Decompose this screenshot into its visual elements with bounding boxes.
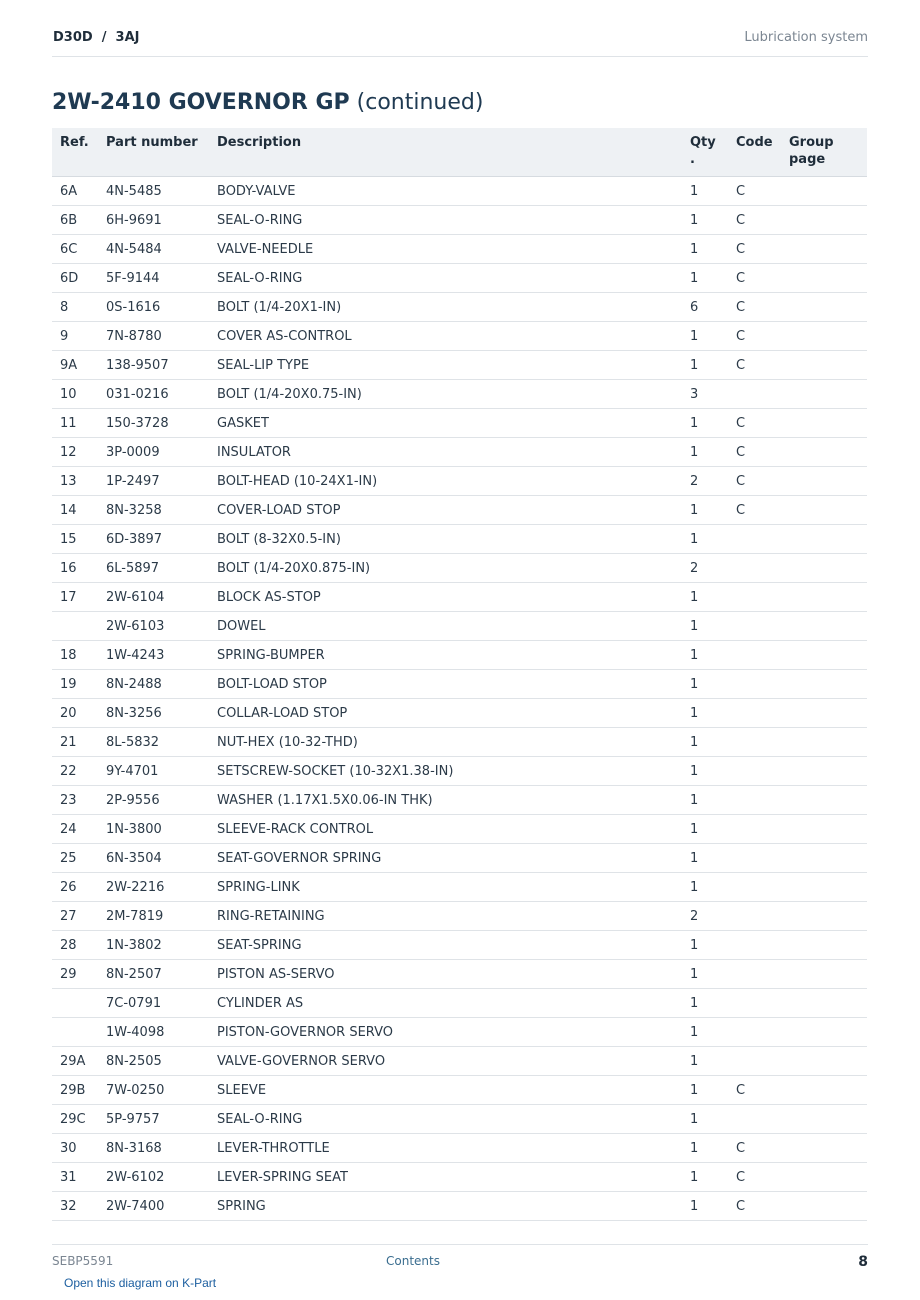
table-row <box>52 728 867 757</box>
cell-group-page <box>781 960 867 989</box>
table-row <box>52 612 867 641</box>
cell-part-number: 6N-3504 <box>98 844 209 873</box>
cell-code <box>728 902 781 931</box>
cell-code: C <box>728 264 781 293</box>
cell-group-page <box>781 641 867 670</box>
cell-group-page <box>781 699 867 728</box>
table-row <box>52 960 867 989</box>
cell-ref: 16 <box>52 554 98 583</box>
table-row <box>52 380 867 409</box>
cell-description: BOLT (8-32X0.5-IN) <box>209 525 682 554</box>
table-row <box>52 1076 867 1105</box>
cell-description: INSULATOR <box>209 438 682 467</box>
cell-group-page <box>781 786 867 815</box>
cell-qty: 1 <box>682 583 728 612</box>
cell-ref: 29A <box>52 1047 98 1076</box>
cell-part-number: 7C-0791 <box>98 989 209 1018</box>
cell-part-number: 8N-3168 <box>98 1134 209 1163</box>
cell-qty: 1 <box>682 1047 728 1076</box>
table-row <box>52 1018 867 1047</box>
cell-part-number: 2W-6103 <box>98 612 209 641</box>
cell-group-page <box>781 1047 867 1076</box>
cell-part-number: 031-0216 <box>98 380 209 409</box>
cell-ref: 8 <box>52 293 98 322</box>
cell-description: PISTON AS-SERVO <box>209 960 682 989</box>
cell-ref: 27 <box>52 902 98 931</box>
cell-code <box>728 757 781 786</box>
column-header-qty: Qty . <box>682 128 728 177</box>
cell-code: C <box>728 1076 781 1105</box>
cell-description: BOLT-LOAD STOP <box>209 670 682 699</box>
cell-group-page <box>781 1134 867 1163</box>
table-row <box>52 438 867 467</box>
cell-part-number: 8N-2507 <box>98 960 209 989</box>
table-row <box>52 293 867 322</box>
cell-ref: 31 <box>52 1163 98 1192</box>
cell-ref: 10 <box>52 380 98 409</box>
cell-part-number: 9Y-4701 <box>98 757 209 786</box>
cell-group-page <box>781 496 867 525</box>
cell-description: SEAL-O-RING <box>209 206 682 235</box>
cell-part-number: 7N-8780 <box>98 322 209 351</box>
table-row <box>52 1192 867 1221</box>
cell-part-number: 6D-3897 <box>98 525 209 554</box>
cell-ref: 6B <box>52 206 98 235</box>
cell-code: C <box>728 293 781 322</box>
table-row <box>52 322 867 351</box>
cell-part-number: 8L-5832 <box>98 728 209 757</box>
cell-ref: 22 <box>52 757 98 786</box>
cell-description: BOLT (1/4-20X0.75-IN) <box>209 380 682 409</box>
page-number: 8 <box>858 1254 868 1270</box>
cell-ref: 19 <box>52 670 98 699</box>
table-row <box>52 641 867 670</box>
cell-part-number: 2P-9556 <box>98 786 209 815</box>
cell-ref: 9A <box>52 351 98 380</box>
table-row <box>52 1105 867 1134</box>
cell-group-page <box>781 757 867 786</box>
cell-description: BODY-VALVE <box>209 177 682 206</box>
cell-description: SEAL-O-RING <box>209 264 682 293</box>
cell-description: COVER AS-CONTROL <box>209 322 682 351</box>
table-row <box>52 699 867 728</box>
cell-group-page <box>781 1192 867 1221</box>
cell-group-page <box>781 177 867 206</box>
cell-qty: 1 <box>682 786 728 815</box>
cell-ref <box>52 989 98 1018</box>
cell-group-page <box>781 1163 867 1192</box>
cell-qty: 1 <box>682 1076 728 1105</box>
cell-code: C <box>728 1163 781 1192</box>
cell-code: C <box>728 206 781 235</box>
cell-ref: 28 <box>52 931 98 960</box>
cell-qty: 1 <box>682 989 728 1018</box>
cell-group-page <box>781 873 867 902</box>
cell-qty: 1 <box>682 641 728 670</box>
cell-part-number: 4N-5484 <box>98 235 209 264</box>
cell-code <box>728 931 781 960</box>
cell-group-page <box>781 467 867 496</box>
cell-code <box>728 960 781 989</box>
parts-table <box>52 128 867 1221</box>
table-row <box>52 467 867 496</box>
cell-description: SPRING-LINK <box>209 873 682 902</box>
cell-code <box>728 1105 781 1134</box>
cell-description: CYLINDER AS <box>209 989 682 1018</box>
cell-qty: 2 <box>682 554 728 583</box>
cell-description: SPRING <box>209 1192 682 1221</box>
table-row <box>52 815 867 844</box>
table-row <box>52 902 867 931</box>
cell-ref <box>52 1018 98 1047</box>
cell-group-page <box>781 1018 867 1047</box>
table-row <box>52 873 867 902</box>
cell-ref: 21 <box>52 728 98 757</box>
cell-part-number: 2W-2216 <box>98 873 209 902</box>
cell-qty: 1 <box>682 1192 728 1221</box>
cell-code <box>728 583 781 612</box>
cell-description: COLLAR-LOAD STOP <box>209 699 682 728</box>
cell-code <box>728 641 781 670</box>
page-title-main: 2W-2410 GOVERNOR GP <box>52 90 350 115</box>
open-diagram-kpart-link[interactable]: Open this diagram on K-Part <box>64 1276 217 1290</box>
cell-qty: 1 <box>682 1105 728 1134</box>
cell-ref: 6A <box>52 177 98 206</box>
cell-description: SETSCREW-SOCKET (10-32X1.38-IN) <box>209 757 682 786</box>
cell-part-number: 2W-6104 <box>98 583 209 612</box>
table-row <box>52 1047 867 1076</box>
table-row <box>52 409 867 438</box>
cell-qty: 1 <box>682 496 728 525</box>
cell-group-page <box>781 409 867 438</box>
cell-code <box>728 1018 781 1047</box>
cell-part-number: 1W-4243 <box>98 641 209 670</box>
cell-code: C <box>728 177 781 206</box>
cell-code <box>728 844 781 873</box>
cell-description: BOLT (1/4-20X0.875-IN) <box>209 554 682 583</box>
cell-description: SLEEVE <box>209 1076 682 1105</box>
cell-group-page <box>781 322 867 351</box>
cell-ref: 30 <box>52 1134 98 1163</box>
table-row <box>52 844 867 873</box>
cell-part-number: 2W-6102 <box>98 1163 209 1192</box>
cell-part-number: 1W-4098 <box>98 1018 209 1047</box>
table-row <box>52 235 867 264</box>
cell-qty: 2 <box>682 467 728 496</box>
cell-description: SPRING-BUMPER <box>209 641 682 670</box>
page-header <box>52 0 868 57</box>
cell-part-number: 6L-5897 <box>98 554 209 583</box>
cell-qty: 1 <box>682 844 728 873</box>
cell-part-number: 4N-5485 <box>98 177 209 206</box>
cell-ref: 12 <box>52 438 98 467</box>
column-header-group-page: Group page <box>781 128 867 177</box>
cell-qty: 2 <box>682 902 728 931</box>
cell-group-page <box>781 583 867 612</box>
cell-description: VALVE-GOVERNOR SERVO <box>209 1047 682 1076</box>
cell-qty: 1 <box>682 612 728 641</box>
cell-part-number: 150-3728 <box>98 409 209 438</box>
cell-code: C <box>728 409 781 438</box>
cell-qty: 1 <box>682 409 728 438</box>
cell-ref: 26 <box>52 873 98 902</box>
cell-qty: 1 <box>682 351 728 380</box>
table-row <box>52 583 867 612</box>
cell-qty: 1 <box>682 931 728 960</box>
cell-part-number: 5P-9757 <box>98 1105 209 1134</box>
cell-ref: 13 <box>52 467 98 496</box>
table-row <box>52 177 867 206</box>
cell-group-page <box>781 902 867 931</box>
document-id: SEBP5591 <box>52 1254 114 1268</box>
table-row <box>52 554 867 583</box>
cell-description: BOLT-HEAD (10-24X1-IN) <box>209 467 682 496</box>
cell-description: SEAL-LIP TYPE <box>209 351 682 380</box>
cell-description: SLEEVE-RACK CONTROL <box>209 815 682 844</box>
page-title <box>52 90 483 115</box>
cell-qty: 3 <box>682 380 728 409</box>
cell-code: C <box>728 1134 781 1163</box>
cell-code <box>728 699 781 728</box>
cell-description: LEVER-SPRING SEAT <box>209 1163 682 1192</box>
cell-code <box>728 873 781 902</box>
cell-part-number: 8N-2505 <box>98 1047 209 1076</box>
cell-part-number: 5F-9144 <box>98 264 209 293</box>
section-label: Lubrication system <box>744 30 868 45</box>
cell-ref: 18 <box>52 641 98 670</box>
cell-ref: 6C <box>52 235 98 264</box>
cell-description: BOLT (1/4-20X1-IN) <box>209 293 682 322</box>
cell-group-page <box>781 293 867 322</box>
cell-description: VALVE-NEEDLE <box>209 235 682 264</box>
cell-ref: 20 <box>52 699 98 728</box>
cell-description: DOWEL <box>209 612 682 641</box>
cell-group-page <box>781 815 867 844</box>
cell-qty: 1 <box>682 438 728 467</box>
cell-group-page <box>781 1105 867 1134</box>
cell-description: BLOCK AS-STOP <box>209 583 682 612</box>
table-row <box>52 786 867 815</box>
cell-code <box>728 554 781 583</box>
cell-qty: 1 <box>682 264 728 293</box>
cell-qty: 1 <box>682 873 728 902</box>
cell-code: C <box>728 351 781 380</box>
table-header-row <box>52 128 867 177</box>
cell-ref: 9 <box>52 322 98 351</box>
cell-code: C <box>728 496 781 525</box>
cell-ref: 23 <box>52 786 98 815</box>
cell-qty: 1 <box>682 1134 728 1163</box>
cell-qty: 1 <box>682 757 728 786</box>
cell-code <box>728 380 781 409</box>
cell-code <box>728 815 781 844</box>
cell-part-number: 7W-0250 <box>98 1076 209 1105</box>
cell-description: COVER-LOAD STOP <box>209 496 682 525</box>
cell-ref: 15 <box>52 525 98 554</box>
parts-table-body <box>52 177 867 1221</box>
cell-part-number: 1N-3800 <box>98 815 209 844</box>
cell-group-page <box>781 438 867 467</box>
table-row <box>52 989 867 1018</box>
cell-group-page <box>781 612 867 641</box>
cell-part-number: 0S-1616 <box>98 293 209 322</box>
cell-ref: 11 <box>52 409 98 438</box>
cell-ref: 29 <box>52 960 98 989</box>
cell-ref: 25 <box>52 844 98 873</box>
cell-qty: 1 <box>682 206 728 235</box>
page-title-suffix: (continued) <box>356 90 484 115</box>
cell-code: C <box>728 322 781 351</box>
cell-qty: 1 <box>682 525 728 554</box>
cell-part-number: 8N-3256 <box>98 699 209 728</box>
cell-ref: 17 <box>52 583 98 612</box>
table-row <box>52 1134 867 1163</box>
cell-qty: 1 <box>682 1163 728 1192</box>
cell-code: C <box>728 235 781 264</box>
cell-ref: 29B <box>52 1076 98 1105</box>
cell-code <box>728 786 781 815</box>
cell-ref: 29C <box>52 1105 98 1134</box>
cell-part-number: 8N-2488 <box>98 670 209 699</box>
column-header-ref: Ref. <box>52 128 98 177</box>
cell-part-number: 1P-2497 <box>98 467 209 496</box>
contents-link[interactable]: Contents <box>386 1254 440 1268</box>
cell-group-page <box>781 525 867 554</box>
cell-ref <box>52 612 98 641</box>
cell-group-page <box>781 554 867 583</box>
cell-part-number: 1N-3802 <box>98 931 209 960</box>
table-row <box>52 757 867 786</box>
cell-code: C <box>728 1192 781 1221</box>
cell-qty: 1 <box>682 960 728 989</box>
cell-group-page <box>781 351 867 380</box>
cell-qty: 1 <box>682 728 728 757</box>
table-row <box>52 206 867 235</box>
cell-code <box>728 670 781 699</box>
cell-description: RING-RETAINING <box>209 902 682 931</box>
cell-group-page <box>781 235 867 264</box>
cell-part-number: 6H-9691 <box>98 206 209 235</box>
cell-description: LEVER-THROTTLE <box>209 1134 682 1163</box>
cell-part-number: 8N-3258 <box>98 496 209 525</box>
cell-qty: 1 <box>682 235 728 264</box>
table-row <box>52 351 867 380</box>
cell-qty: 1 <box>682 1018 728 1047</box>
cell-group-page <box>781 844 867 873</box>
cell-description: SEAL-O-RING <box>209 1105 682 1134</box>
table-row <box>52 1163 867 1192</box>
cell-qty: 1 <box>682 177 728 206</box>
cell-group-page <box>781 989 867 1018</box>
cell-ref: 14 <box>52 496 98 525</box>
cell-description: NUT-HEX (10-32-THD) <box>209 728 682 757</box>
cell-qty: 1 <box>682 322 728 351</box>
cell-group-page <box>781 264 867 293</box>
table-row <box>52 525 867 554</box>
column-header-description: Description <box>209 128 682 177</box>
table-row <box>52 670 867 699</box>
cell-description: GASKET <box>209 409 682 438</box>
cell-description: PISTON-GOVERNOR SERVO <box>209 1018 682 1047</box>
table-row <box>52 264 867 293</box>
cell-code <box>728 525 781 554</box>
cell-group-page <box>781 728 867 757</box>
cell-code: C <box>728 467 781 496</box>
cell-qty: 1 <box>682 815 728 844</box>
cell-part-number: 138-9507 <box>98 351 209 380</box>
cell-group-page <box>781 931 867 960</box>
model-label: D30D / 3AJ <box>53 30 140 45</box>
cell-code: C <box>728 438 781 467</box>
cell-ref: 24 <box>52 815 98 844</box>
cell-code <box>728 612 781 641</box>
column-header-code: Code <box>728 128 781 177</box>
cell-code <box>728 728 781 757</box>
table-row <box>52 496 867 525</box>
cell-code <box>728 1047 781 1076</box>
cell-code <box>728 989 781 1018</box>
cell-group-page <box>781 206 867 235</box>
cell-group-page <box>781 380 867 409</box>
table-row <box>52 931 867 960</box>
cell-part-number: 2M-7819 <box>98 902 209 931</box>
cell-description: SEAT-SPRING <box>209 931 682 960</box>
cell-ref: 6D <box>52 264 98 293</box>
column-header-part-number: Part number <box>98 128 209 177</box>
cell-qty: 6 <box>682 293 728 322</box>
cell-qty: 1 <box>682 670 728 699</box>
cell-description: SEAT-GOVERNOR SPRING <box>209 844 682 873</box>
cell-part-number: 3P-0009 <box>98 438 209 467</box>
cell-part-number: 2W-7400 <box>98 1192 209 1221</box>
cell-group-page <box>781 1076 867 1105</box>
cell-ref: 32 <box>52 1192 98 1221</box>
cell-qty: 1 <box>682 699 728 728</box>
cell-group-page <box>781 670 867 699</box>
page-footer <box>52 1244 868 1275</box>
cell-description: WASHER (1.17X1.5X0.06-IN THK) <box>209 786 682 815</box>
